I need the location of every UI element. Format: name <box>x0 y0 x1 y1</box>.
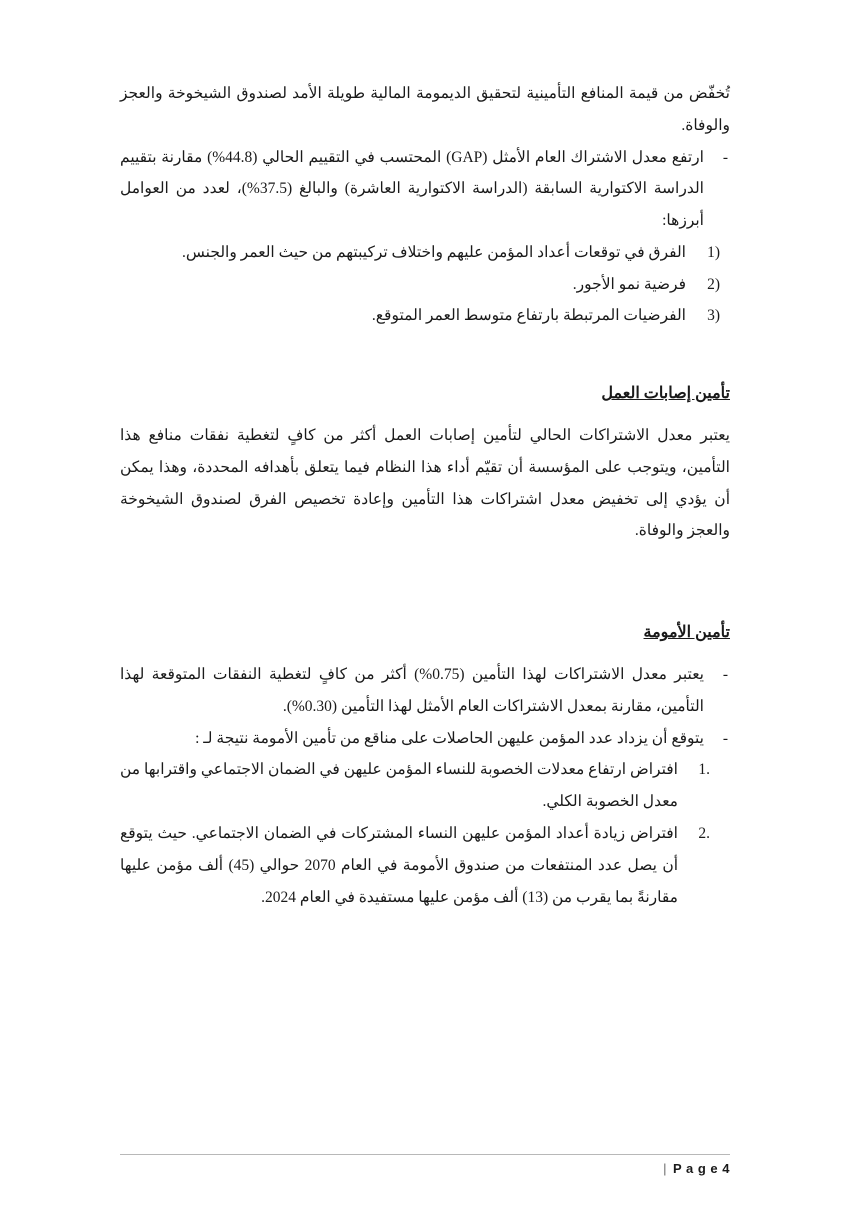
gap-bullet-text: ارتفع معدل الاشتراك العام الأمثل (GAP) المحتسب في التقييم الحالي (44.8%) مقارنة بتقييم الدراسة الاكتوارية السابقة (الدراسة الاكتوارية العاشرة) والبالغ (37.5%)، لعدد من العوامل أبرزها: <box>120 148 704 230</box>
bullet-dash: - <box>722 729 728 747</box>
bullet-dash: - <box>722 148 728 166</box>
section-heading-work-injury: تأمين إصابات العمل <box>601 385 730 403</box>
list-marker: 2) <box>707 275 720 293</box>
page-footer <box>120 1154 730 1176</box>
list-item-text: الفرضيات المرتبطة بارتفاع متوسط العمر المتوقع. <box>371 307 686 325</box>
list-item <box>120 300 730 332</box>
footer-divider <box>120 1154 730 1155</box>
list-item-text: الفرق في توقعات أعداد المؤمن عليهم واختلاف تركيبتهم من حيث العمر والجنس. <box>182 243 686 261</box>
list-marker: 3) <box>707 307 720 325</box>
heading-spacer <box>120 410 730 420</box>
footer-content <box>120 1161 730 1176</box>
maternity-bullet-2-text: يتوقع أن يزداد عدد المؤمن عليهن الحاصلات على مناقع من تأمين الأمومة نتيجة لـ : <box>195 729 704 747</box>
list-item-text: فرضية نمو الأجور. <box>572 275 686 293</box>
section-spacer <box>120 595 730 617</box>
list-item <box>120 754 730 818</box>
footer-page-number: 4 <box>722 1161 730 1176</box>
gap-bullet <box>120 142 730 237</box>
list-marker: 2. <box>698 825 710 843</box>
list-item-text: افتراض ارتفاع معدلات الخصوبة للنساء المؤمن عليهن في الضمان الاجتماعي واقترابها من معدل الخصوبة الكلي. <box>120 761 678 811</box>
list-marker: 1) <box>707 243 720 261</box>
bullet-dash: - <box>722 666 728 684</box>
footer-separator: | <box>663 1161 667 1176</box>
section-spacer <box>120 332 730 378</box>
gap-factors-list <box>120 237 730 332</box>
list-item <box>120 269 730 301</box>
intro-paragraph: تُخفّض من قيمة المنافع التأمينية لتحقيق الديمومة المالية طويلة الأمد لصندوق الشيخوخة والعجز والوفاة. <box>120 85 730 134</box>
page-content <box>120 78 730 913</box>
maternity-sub-list <box>120 754 730 913</box>
section-spacer <box>120 549 730 595</box>
heading-spacer <box>120 649 730 659</box>
footer-page-label: P a g e <box>672 1161 719 1176</box>
maternity-bullet-1 <box>120 659 730 723</box>
list-marker: 1. <box>698 761 710 779</box>
list-item <box>120 818 730 913</box>
section-heading-maternity: تأمين الأمومة <box>643 624 730 642</box>
maternity-bullet-2 <box>120 723 730 755</box>
list-item-text: افتراض زيادة أعداد المؤمن عليهن النساء المشتركات في الضمان الاجتماعي. حيث يتوقع أن يصل عدد المنتفعات من صندوق الأمومة في العام 2070 حوالي (45) ألف مؤمن عليها مقارنةً بما يقرب من (13) ألف مؤمن عليها مستفيدة في العام 2024. <box>120 825 679 906</box>
maternity-bullet-1-text: يعتبر معدل الاشتراكات لهذا التأمين (0.75%) أكثر من كافٍ لتغطية النفقات المتوقعة لهذا التأمين، مقارنة بمعدل الاشتراكات العام الأمثل لهذا التأمين (0.30%). <box>120 666 704 715</box>
list-item <box>120 237 730 269</box>
work-injury-paragraph: يعتبر معدل الاشتراكات الحالي لتأمين إصابات العمل أكثر من كافٍ لتغطية نفقات منافع هذا التأمين، ويتوجب على المؤسسة أن تقيّم أداء هذا النظام فيما يتعلق بأهدافه المحددة، وهذا يمكن أن يؤدي إلى تخفيض معدل اشتراكات هذا التأمين وإعادة تخصيص الفرق لصندوق الشيخوخة والعجز والوفاة. <box>120 427 730 540</box>
